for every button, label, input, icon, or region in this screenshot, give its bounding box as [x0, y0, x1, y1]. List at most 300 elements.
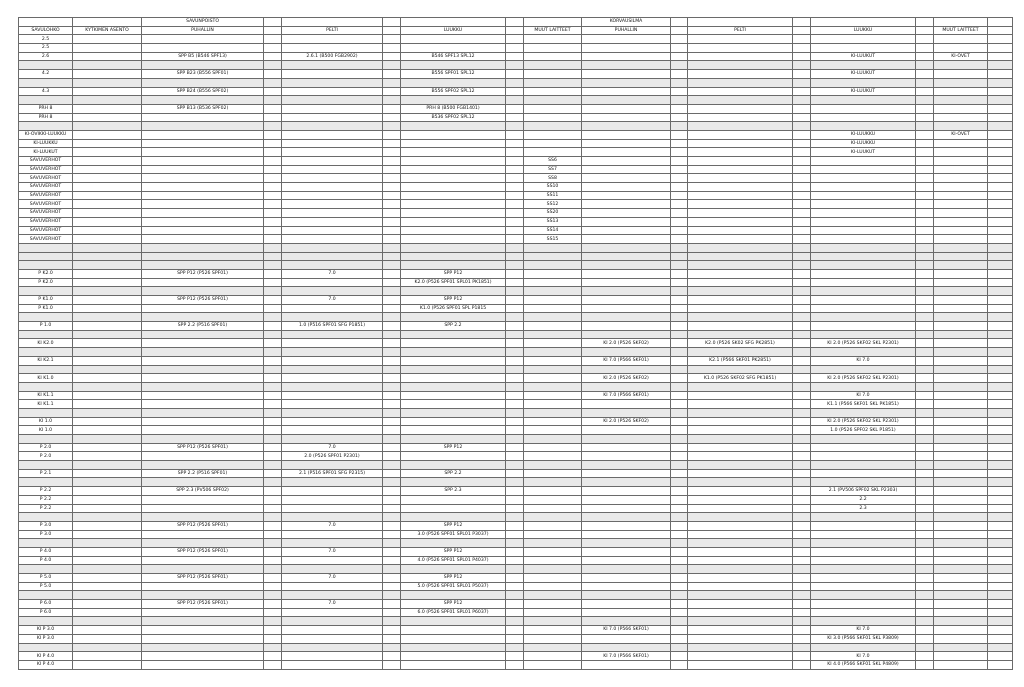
table-cell [506, 513, 524, 522]
table-cell [582, 365, 671, 374]
table-cell [73, 652, 142, 661]
table-cell [264, 452, 282, 461]
column-header: SAVULOHKO [19, 26, 73, 35]
table-cell [688, 530, 793, 539]
table-cell [73, 87, 142, 96]
table-cell [506, 608, 524, 617]
table-cell [916, 634, 934, 643]
table-cell [383, 478, 401, 487]
table-cell [282, 122, 383, 131]
table-cell [916, 261, 934, 270]
table-cell [671, 426, 688, 435]
table-cell [934, 96, 988, 105]
table-cell: P 3.0 [19, 521, 73, 530]
table-cell [73, 330, 142, 339]
table-cell [142, 461, 264, 470]
table-cell [506, 408, 524, 417]
table-cell [142, 356, 264, 365]
table-cell [282, 513, 383, 522]
table-cell [73, 304, 142, 313]
table-cell [264, 495, 282, 504]
table-cell [671, 269, 688, 278]
table-cell [282, 652, 383, 661]
table-cell [671, 70, 688, 79]
column-header [793, 26, 811, 35]
table-cell [688, 565, 793, 574]
table-row [19, 521, 1013, 530]
table-cell [988, 61, 1013, 70]
table-cell [506, 226, 524, 235]
table-cell: P 2.2 [19, 504, 73, 513]
table-cell [73, 400, 142, 409]
table-cell [506, 78, 524, 87]
table-cell [671, 487, 688, 496]
table-cell [793, 504, 811, 513]
table-cell [934, 261, 988, 270]
table-cell: P 1.0 [19, 322, 73, 331]
table-cell: KI-OVET [934, 130, 988, 139]
table-cell [582, 487, 671, 496]
table-cell [688, 591, 793, 600]
table-cell [916, 452, 934, 461]
table-cell [383, 452, 401, 461]
table-cell [19, 61, 73, 70]
table-cell [811, 113, 916, 122]
table-cell [282, 487, 383, 496]
column-header: PUHALLIN [582, 26, 671, 35]
table-cell [793, 261, 811, 270]
table-cell [688, 261, 793, 270]
table-cell [506, 104, 524, 113]
table-cell [506, 382, 524, 391]
table-cell: SAVUVERHOT [19, 217, 73, 226]
table-cell: P 5.0 [19, 574, 73, 583]
column-header: KYTKIMEN ASENTO [73, 26, 142, 35]
table-row [19, 417, 1013, 426]
table-cell [688, 243, 793, 252]
table-cell [688, 461, 793, 470]
table-cell [671, 339, 688, 348]
table-cell [811, 235, 916, 244]
table-cell [401, 174, 506, 183]
table-cell [671, 157, 688, 166]
table-cell [73, 547, 142, 556]
table-row [19, 209, 1013, 218]
table-cell [688, 634, 793, 643]
table-cell [264, 113, 282, 122]
table-cell [506, 330, 524, 339]
table-cell [934, 391, 988, 400]
table-cell [264, 591, 282, 600]
table-cell: KI P 3.0 [19, 634, 73, 643]
table-cell [988, 660, 1013, 669]
table-cell [383, 157, 401, 166]
column-header: PELTI [688, 26, 793, 35]
table-cell [988, 400, 1013, 409]
table-cell [934, 443, 988, 452]
table-cell: P K1.0 [19, 304, 73, 313]
table-cell [582, 435, 671, 444]
table-cell [916, 521, 934, 530]
table-cell [916, 478, 934, 487]
table-cell [671, 313, 688, 322]
table-cell: 2.3 [811, 504, 916, 513]
group-label-savunpoisto: SAVUNPOISTO [142, 18, 264, 27]
table-cell [988, 157, 1013, 166]
table-cell [524, 322, 582, 331]
table-cell [988, 235, 1013, 244]
table-cell [282, 530, 383, 539]
table-cell [688, 478, 793, 487]
table-cell [934, 461, 988, 470]
table-cell [916, 174, 934, 183]
table-cell [264, 78, 282, 87]
table-cell [142, 78, 264, 87]
table-cell [383, 78, 401, 87]
table-cell [264, 304, 282, 313]
table-cell [142, 287, 264, 296]
table-cell [934, 174, 988, 183]
table-cell [401, 617, 506, 626]
table-cell [934, 296, 988, 305]
table-row [19, 139, 1013, 148]
table-cell: SPP P12 (P526 SPF01) [142, 269, 264, 278]
table-cell [383, 130, 401, 139]
table-cell [282, 374, 383, 383]
table-cell [383, 643, 401, 652]
table-cell [916, 435, 934, 444]
table-cell [506, 200, 524, 209]
table-cell [282, 261, 383, 270]
table-cell [73, 582, 142, 591]
table-cell [142, 652, 264, 661]
table-cell [793, 287, 811, 296]
table-cell: SPP P12 [401, 574, 506, 583]
table-cell [19, 252, 73, 261]
table-cell [988, 504, 1013, 513]
table-cell [793, 104, 811, 113]
table-cell [688, 330, 793, 339]
table-cell [142, 209, 264, 218]
table-cell [688, 200, 793, 209]
table-cell [988, 452, 1013, 461]
table-cell [524, 261, 582, 270]
table-cell [988, 78, 1013, 87]
table-cell [524, 78, 582, 87]
table-cell [264, 626, 282, 635]
table-cell [401, 157, 506, 166]
table-cell [506, 660, 524, 669]
table-cell: KI K2.1 [19, 356, 73, 365]
table-cell [582, 78, 671, 87]
table-cell [916, 183, 934, 192]
table-cell [688, 269, 793, 278]
table-cell: K1.1 (P566 SKF01 SKL PK1851) [811, 400, 916, 409]
table-cell [383, 330, 401, 339]
table-cell [383, 461, 401, 470]
table-cell [916, 304, 934, 313]
table-cell [401, 191, 506, 200]
table-cell [19, 539, 73, 548]
table-cell [793, 217, 811, 226]
table-cell [264, 287, 282, 296]
table-cell [383, 287, 401, 296]
table-cell [506, 574, 524, 583]
table-cell [916, 600, 934, 609]
table-cell [688, 443, 793, 452]
table-cell [934, 278, 988, 287]
table-cell [383, 87, 401, 96]
table-cell [988, 426, 1013, 435]
table-cell: SPP P12 [401, 296, 506, 305]
table-cell [793, 330, 811, 339]
table-cell [988, 200, 1013, 209]
table-cell [582, 634, 671, 643]
table-cell [811, 582, 916, 591]
table-cell [688, 348, 793, 357]
table-cell [264, 70, 282, 79]
table-cell [282, 660, 383, 669]
table-cell [916, 278, 934, 287]
table-cell [524, 104, 582, 113]
table-cell [934, 191, 988, 200]
table-cell: SAVUVERHOT [19, 157, 73, 166]
table-cell [524, 643, 582, 652]
table-row [19, 269, 1013, 278]
table-cell: KI-OVET [934, 52, 988, 61]
table-cell [582, 209, 671, 218]
table-cell [282, 478, 383, 487]
table-cell [383, 426, 401, 435]
table-cell: SAVUVERHOT [19, 191, 73, 200]
table-cell [401, 148, 506, 157]
table-cell: KI 7.0 [811, 356, 916, 365]
table-cell [916, 44, 934, 53]
fire-smoke-control-table [18, 17, 1012, 670]
table-cell [671, 61, 688, 70]
table-cell [282, 330, 383, 339]
table-cell [19, 382, 73, 391]
table-cell [988, 339, 1013, 348]
table-cell [524, 426, 582, 435]
table-cell [506, 313, 524, 322]
table-cell [19, 78, 73, 87]
table-cell [383, 652, 401, 661]
table-cell [916, 200, 934, 209]
table-cell [524, 113, 582, 122]
table-cell [582, 87, 671, 96]
table-row [19, 374, 1013, 383]
table-cell [688, 417, 793, 426]
table-cell [988, 461, 1013, 470]
table-cell [793, 469, 811, 478]
table-cell [383, 408, 401, 417]
table-row [19, 600, 1013, 609]
table-cell: 7.0 [282, 600, 383, 609]
column-header: MUUT LAITTEET [524, 26, 582, 35]
table-cell [988, 174, 1013, 183]
table-cell [506, 269, 524, 278]
table-cell [264, 417, 282, 426]
table-cell [142, 96, 264, 105]
table-cell [282, 643, 383, 652]
table-cell [401, 339, 506, 348]
table-cell [73, 556, 142, 565]
table-cell [19, 287, 73, 296]
table-cell [524, 487, 582, 496]
table-cell [524, 61, 582, 70]
table-cell [264, 504, 282, 513]
table-cell [988, 52, 1013, 61]
table-cell [142, 643, 264, 652]
table-cell [988, 87, 1013, 96]
table-cell [988, 556, 1013, 565]
table-cell [506, 235, 524, 244]
table-cell [142, 148, 264, 157]
table-cell [988, 469, 1013, 478]
table-cell [264, 313, 282, 322]
table-cell [688, 157, 793, 166]
table-cell: 2.5 [19, 35, 73, 44]
table-cell [401, 513, 506, 522]
table-cell [282, 130, 383, 139]
spacer-row [19, 591, 1013, 600]
table-cell [811, 574, 916, 583]
table-cell [506, 617, 524, 626]
table-cell [19, 617, 73, 626]
table-cell [688, 296, 793, 305]
control-matrix [18, 17, 1013, 670]
table-cell [934, 243, 988, 252]
table-cell [811, 547, 916, 556]
table-cell [282, 304, 383, 313]
table-cell [793, 139, 811, 148]
table-cell [506, 348, 524, 357]
table-cell [282, 365, 383, 374]
table-cell [688, 495, 793, 504]
table-cell [934, 148, 988, 157]
table-cell: KI 2.0 (P526 SKF02) [582, 374, 671, 383]
table-cell: P 2.1 [19, 469, 73, 478]
table-cell [73, 104, 142, 113]
table-cell: KI 1.0 [19, 417, 73, 426]
table-cell [383, 70, 401, 79]
table-cell [688, 408, 793, 417]
table-cell [688, 209, 793, 218]
table-cell [264, 296, 282, 305]
table-cell [671, 330, 688, 339]
table-cell [582, 139, 671, 148]
table-cell [916, 122, 934, 131]
table-cell [793, 487, 811, 496]
table-cell [916, 356, 934, 365]
table-cell: 4.3 [19, 87, 73, 96]
table-cell: SS6 [524, 157, 582, 166]
table-row [19, 183, 1013, 192]
table-cell [524, 530, 582, 539]
table-cell [688, 165, 793, 174]
table-cell [688, 52, 793, 61]
table-cell [671, 113, 688, 122]
table-cell [671, 643, 688, 652]
table-cell [73, 487, 142, 496]
table-cell [506, 530, 524, 539]
table-cell: SS13 [524, 217, 582, 226]
table-cell [793, 600, 811, 609]
table-cell [282, 356, 383, 365]
table-cell [282, 278, 383, 287]
table-cell [264, 365, 282, 374]
table-cell [73, 408, 142, 417]
table-cell [282, 556, 383, 565]
table-cell [383, 261, 401, 270]
table-cell: SS15 [524, 235, 582, 244]
table-cell [282, 200, 383, 209]
table-cell [671, 504, 688, 513]
spacer-row [19, 565, 1013, 574]
spacer-row [19, 313, 1013, 322]
table-cell [264, 461, 282, 470]
table-cell [506, 374, 524, 383]
table-cell [988, 226, 1013, 235]
table-row [19, 652, 1013, 661]
table-cell [282, 426, 383, 435]
table-cell [506, 487, 524, 496]
table-cell [524, 547, 582, 556]
table-cell [671, 521, 688, 530]
table-cell: KI 7.0 (P566 SKF01) [582, 391, 671, 400]
table-cell [934, 313, 988, 322]
table-row [19, 487, 1013, 496]
table-cell [916, 313, 934, 322]
table-cell: KI K1.0 [19, 374, 73, 383]
table-cell [988, 634, 1013, 643]
table-cell [524, 469, 582, 478]
table-cell [934, 113, 988, 122]
table-cell: P 3.0 [19, 530, 73, 539]
table-cell [688, 191, 793, 200]
table-cell [524, 365, 582, 374]
table-cell [988, 417, 1013, 426]
table-cell [19, 565, 73, 574]
table-cell [401, 504, 506, 513]
table-cell [506, 626, 524, 635]
table-cell [988, 287, 1013, 296]
table-cell: 2.5 [19, 44, 73, 53]
table-cell [383, 608, 401, 617]
table-cell: 7.0 [282, 547, 383, 556]
table-cell [916, 243, 934, 252]
table-cell [671, 608, 688, 617]
table-cell [401, 139, 506, 148]
table-cell [688, 139, 793, 148]
table-cell [73, 217, 142, 226]
table-cell: SPP P12 (P526 SPF01) [142, 443, 264, 452]
table-cell [988, 304, 1013, 313]
table-cell [582, 52, 671, 61]
table-cell [73, 600, 142, 609]
table-cell [988, 521, 1013, 530]
table-cell [401, 356, 506, 365]
table-cell [524, 478, 582, 487]
table-cell [282, 148, 383, 157]
table-cell [73, 313, 142, 322]
table-cell [988, 348, 1013, 357]
table-cell [688, 435, 793, 444]
table-cell [506, 495, 524, 504]
table-cell [401, 226, 506, 235]
table-cell: KI 2.0 (P526 SKF02) [582, 339, 671, 348]
